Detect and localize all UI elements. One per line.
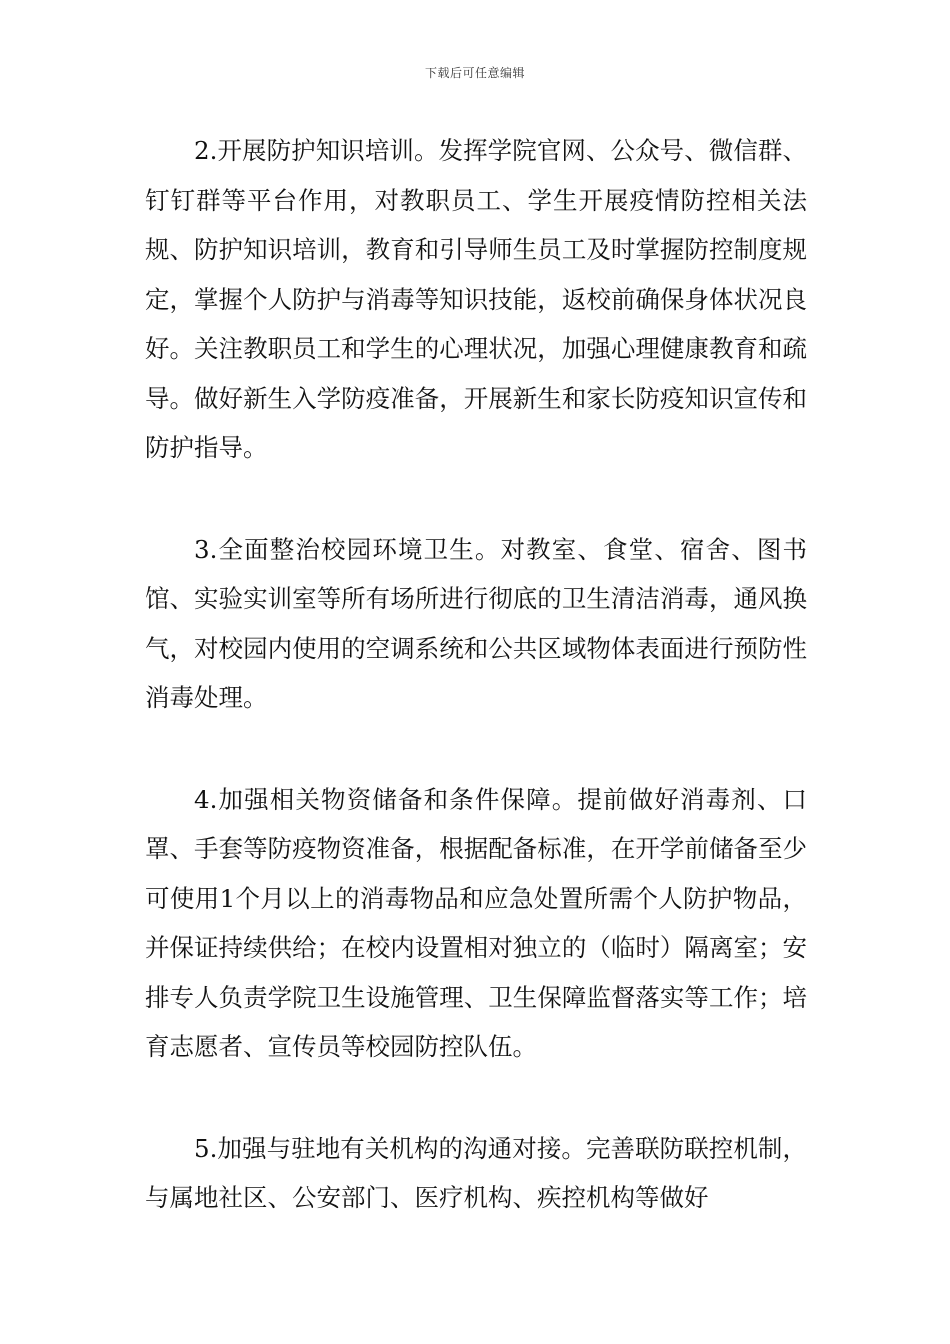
paragraph-item-4: 4.加强相关物资储备和条件保障。提前做好消毒剂、口罩、手套等防疫物资准备，根据配备标准，在开学前储备至少可使用1个月以上的消毒物品和应急处置所需个人防护物品，并保证持续供给；在校内设置相对独立的（临时）隔离室；安排专人负责学院卫生设施管理、卫生保障监督落实等工作；培育志愿者、宣传员等校园防控队伍。 <box>145 784 807 1061</box>
paragraph-item-5: 5.加强与驻地有关机构的沟通对接。完善联防联控机制，与属地社区、公安部门、医疗机构、疾控机构等做好 <box>145 1133 807 1212</box>
document-body <box>145 126 807 1275</box>
paragraph-item-2: 2.开展防护知识培训。发挥学院官网、公众号、微信群、钉钉群等平台作用，对教职员工、学生开展疫情防控相关法规、防护知识培训，教育和引导师生员工及时掌握防控制度规定，掌握个人防护与消毒等知识技能，返校前确保身体状况良好。关注教职员工和学生的心理状况，加强心理健康教育和疏导。做好新生入学防疫准备，开展新生和家长防疫知识宣传和防护指导。 <box>145 136 807 462</box>
page-header-note: 下载后可任意编辑 <box>424 66 525 80</box>
paragraph-item-3: 3.全面整治校园环境卫生。对教室、食堂、宿舍、图书馆、实验实训室等所有场所进行彻底的卫生清洁消毒，通风换气，对校园内使用的空调系统和公共区域物体表面进行预防性消毒处理。 <box>145 534 807 712</box>
